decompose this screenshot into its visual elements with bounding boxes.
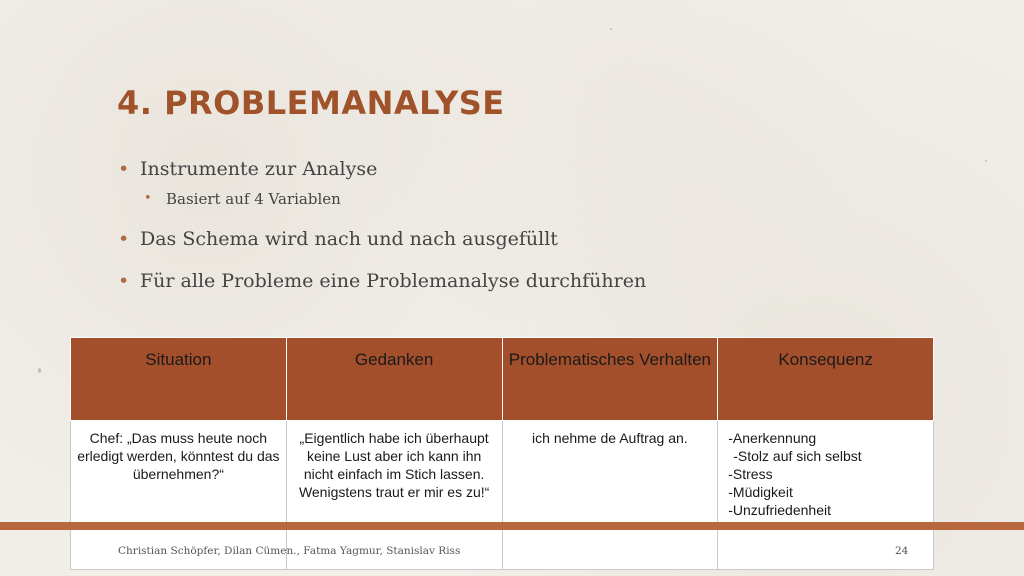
header-gedanken: Gedanken: [286, 338, 502, 421]
bullet-text: Für alle Probleme eine Problemanalyse durchführen: [140, 270, 647, 292]
background-speck: [985, 160, 987, 162]
header-verhalten: Problematisches Verhalten: [502, 338, 718, 421]
cell-gedanken: „Eigentlich habe ich überhaupt keine Lust aber ich kann ihn nicht einfach im Stich lassen. Wenigstens traut er mir es zu!“: [286, 421, 502, 570]
konsequenz-item: -Anerkennung: [728, 430, 817, 446]
background-speck: [610, 28, 612, 30]
cell-verhalten: ich nehme de Auftrag an.: [502, 421, 718, 570]
bullet-list: [118, 156, 918, 294]
table-header-row: [71, 338, 934, 421]
page-number: 24: [895, 545, 909, 557]
konsequenz-item: -Müdigkeit: [728, 484, 793, 500]
konsequenz-item: -Stolz auf sich selbst: [733, 448, 862, 464]
footer-rule: [0, 522, 1024, 530]
sub-bullet-item: [144, 188, 918, 210]
bullet-item: [118, 156, 918, 182]
bullet-icon: •: [144, 191, 152, 206]
konsequenz-item: -Stress: [728, 466, 773, 482]
konsequenz-item: -Unzufriedenheit: [728, 502, 831, 518]
sub-bullet-text: Basiert auf 4 Variablen: [166, 190, 341, 208]
bullet-item: [118, 268, 918, 294]
slide-title: 4. PROBLEMANALYSE: [117, 84, 505, 122]
footer-authors: Christian Schöpfer, Dilan Cümen., Fatma Yagmur, Stanislav Riss: [118, 545, 461, 557]
bullet-item: [118, 226, 918, 252]
bullet-icon: •: [118, 158, 130, 180]
problem-analysis-table: [70, 337, 934, 570]
background-speck: [38, 368, 41, 373]
header-situation: Situation: [71, 338, 287, 421]
bullet-text: Instrumente zur Analyse: [140, 158, 378, 180]
bullet-icon: •: [118, 270, 130, 292]
header-konsequenz: Konsequenz: [718, 338, 934, 421]
bullet-text: Das Schema wird nach und nach ausgefüllt: [140, 228, 558, 250]
bullet-icon: •: [118, 228, 130, 250]
cell-situation: Chef: „Das muss heute noch erledigt werden, könntest du das übernehmen?“: [71, 421, 287, 570]
